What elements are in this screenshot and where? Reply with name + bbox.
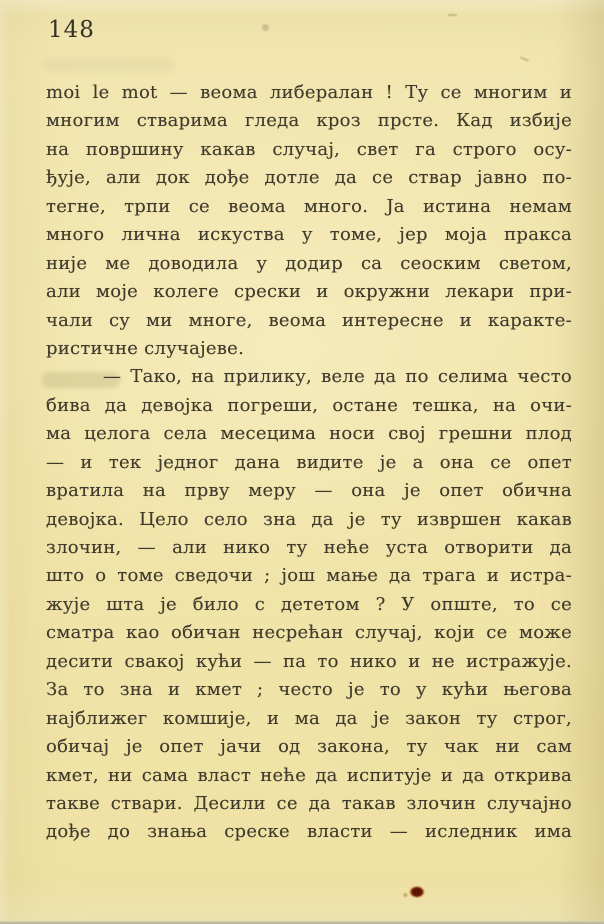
text-line: такве ствари. Десили се да такав злочин случајно [46, 792, 572, 814]
text-line: тегне, трпи се веома много. Ја истина немам [46, 195, 572, 217]
paper-fiber [448, 14, 457, 16]
text-line: moi le mot — веома либералан ! Ту се многим и [46, 82, 572, 103]
text-line: ђује, али док дође дотле да се ствар јавно по- [46, 167, 572, 189]
text-line: злочин, — али нико ту неће уста отворити да [46, 537, 572, 558]
ink-stain [405, 881, 429, 902]
text-line: вратила на прву меру — она је опет обична [46, 480, 572, 502]
text-line: није ме доводила у додир са сеоским светом, [46, 252, 572, 274]
paper-fiber [520, 56, 529, 62]
text-line: многим стварима гледа кроз прсте. Кад избије [46, 110, 572, 132]
text-line: жује шта је било с дететом ? У опште, то се [46, 593, 572, 615]
paper-speck [262, 24, 269, 31]
text-line: најближег комшије, и ма да је закон ту строг, [46, 707, 572, 729]
text-line: За то зна и кмет ; често је то у кући његова [46, 679, 572, 701]
text-line: дође до знања среске власти — иследник има [46, 821, 572, 843]
text-line: обичај је опет јачи од закона, ту чак ни сам [46, 736, 572, 758]
text-line: што о томе сведочи ; још мање да трага и истра- [46, 565, 572, 587]
text-line: десити свакој кући — па то нико и не истражује. [46, 650, 572, 672]
text-line: ма целога села месецима носи свој грешни плод [46, 423, 572, 445]
text-line: — Тако, на прилику, веле да по селима често [103, 366, 572, 388]
text-line: — и тек једног дана видите је а она се опет [46, 451, 572, 473]
text-line: бива да девојка погреши, остане тешка, на очи- [46, 394, 572, 416]
paper-smudge [44, 58, 174, 72]
paragraph [46, 79, 572, 363]
text-line: кмет, ни сама власт неће да испитује и да открива [46, 764, 572, 786]
text-line: много лична искуства у томе, јер моја пракса [46, 224, 572, 246]
paragraph [46, 363, 572, 846]
text-line: сматра као обичан несрећан случај, који се може [46, 622, 572, 644]
text-line: али моје колеге срески и окружни лекари при- [46, 281, 572, 303]
text-line: девојка. Цело село зна да је ту извршен какав [46, 508, 572, 530]
text-line: ристичне случајеве. [46, 337, 245, 359]
text-line: чали су ми многе, веома интересне и каракте- [46, 309, 572, 331]
body-text [46, 79, 572, 847]
page-number: 148 [48, 17, 95, 43]
text-line: на површину какав случај, свет га строго осу- [46, 138, 572, 160]
